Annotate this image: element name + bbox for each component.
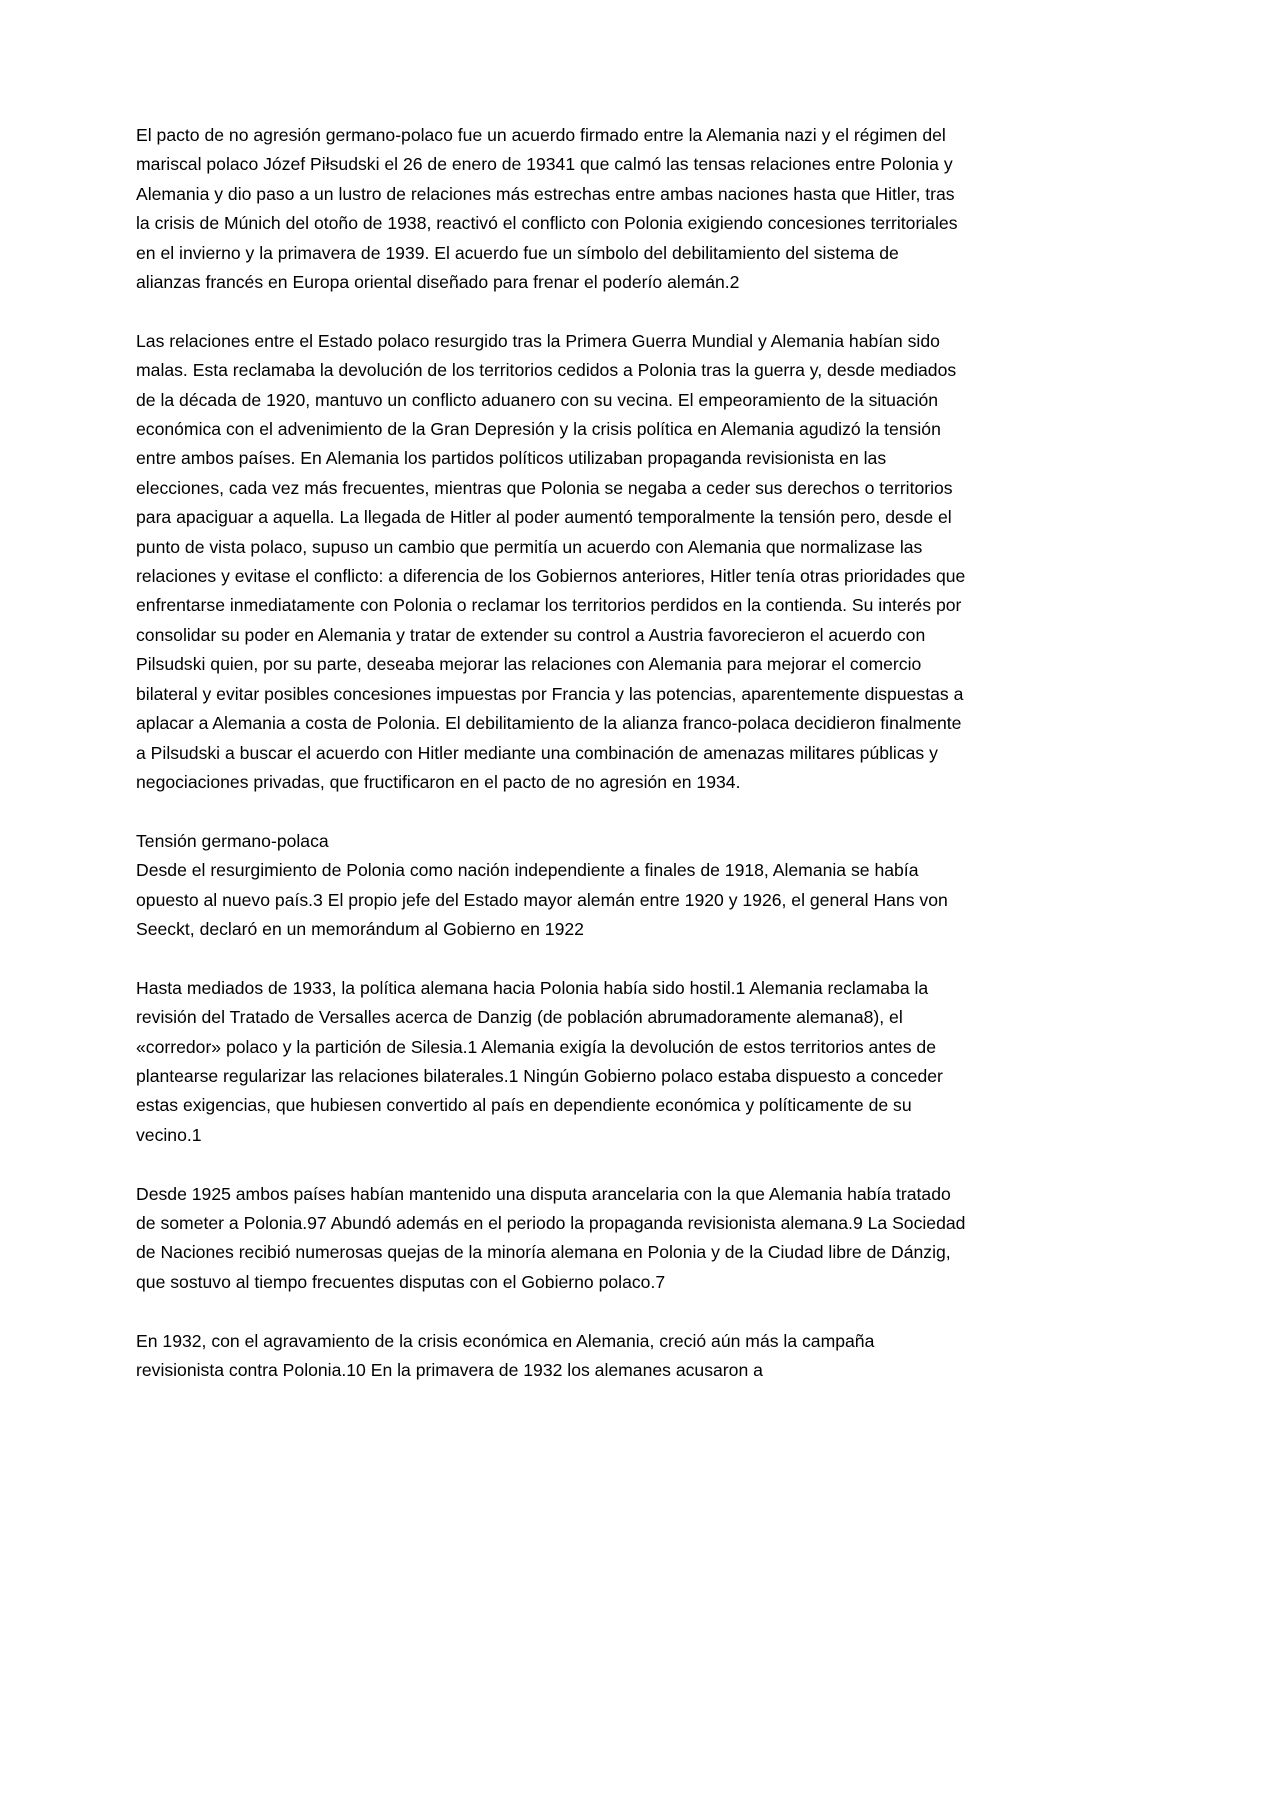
paragraph-poland-resurgence: Desde el resurgimiento de Polonia como nación independiente a finales de 1918, Alemania se había opuesto al nuevo país.3 El propio jefe del Estado mayor alemán entre 1920 y 1926, el general Hans von Seeckt, declaró en un memorándum al Gobierno en 1922 — [136, 860, 948, 939]
paragraph-relations-history: Las relaciones entre el Estado polaco resurgido tras la Primera Guerra Mundial y Alemania habían sido malas. Esta reclamaba la devolución de los territorios cedidos a Polonia tras la guerra y, desde mediados de la década de 1920, mantuvo un conflicto aduanero con su vecina. El empeoramiento de la situación económica con el advenimiento de la Gran Depresión y la crisis política en Alemania agudizó la tensión entre ambos países. En Alemania los partidos políticos utilizaban propaganda revisionista en las elecciones, cada vez más frecuentes, mientras que Polonia se negaba a ceder sus derechos o territorios para apaciguar a aquella. La llegada de Hitler al poder aumentó temporalmente la tensión pero, desde el punto de vista polaco, supuso un cambio que permitía un acuerdo con Alemania que normalizase las relaciones y evitase el conflicto: a diferencia de los Gobiernos anteriores, Hitler tenía otras prioridades que enfrentarse inmediatamente con Polonia o reclamar los territorios perdidos en la contienda. Su interés por consolidar su poder en Alemania y tratar de extender su control a Austria favorecieron el acuerdo con Pilsudski quien, por su parte, deseaba mejorar las relaciones con Alemania para mejorar el comercio bilateral y evitar posibles concesiones impuestas por Francia y las potencias, aparentemente dispuestas a aplacar a Alemania a costa de Polonia. El debilitamiento de la alianza franco-polaca decidieron finalmente a Pilsudski a buscar el acuerdo con Hitler mediante una combinación de amenazas militares públicas y negociaciones privadas, que fructificaron en el pacto de no agresión en 1934. — [136, 330, 966, 792]
paragraph-crisis-1932: En 1932, con el agravamiento de la crisis económica en Alemania, creció aún más la campaña revisionista contra Polonia.10 En la primavera de 1932 los alemanes acusaron a — [136, 1330, 875, 1380]
document-text-column — [136, 121, 967, 1385]
paragraph-pact-intro: El pacto de no agresión germano-polaco fue un acuerdo firmado entre la Alemania nazi y el régimen del mariscal polaco Józef Piłsudski el 26 de enero de 19341 que calmó las tensas relaciones entre Polonia y Alemania y dio paso a un lustro de relaciones más estrechas entre ambas naciones hasta que Hitler, tras la crisis de Múnich del otoño de 1938, reactivó el conflicto con Polonia exigiendo concesiones territoriales en el invierno y la primavera de 1939. El acuerdo fue un símbolo del debilitamiento del sistema de alianzas francés en Europa oriental diseñado para frenar el poderío alemán.2 — [136, 125, 958, 293]
paragraph-tariff-dispute-1925: Desde 1925 ambos países habían mantenido una disputa arancelaria con la que Alemania había tratado de someter a Polonia.97 Abundó además en el periodo la propaganda revisionista alemana.9 La Sociedad de Naciones recibió numerosas quejas de la minoría alemana en Polonia y de la Ciudad libre de Dánzig, que sostuvo al tiempo frecuentes disputas con el Gobierno polaco.7 — [136, 1183, 966, 1292]
section-heading-tension-germano-polaca: Tensión germano-polaca — [136, 830, 329, 851]
paragraph-german-policy-1933: Hasta mediados de 1933, la política alemana hacia Polonia había sido hostil.1 Alemania reclamaba la revisión del Tratado de Versalles acerca de Danzig (de población abrumadoramente alemana8), el «corredor» polaco y la partición de Silesia.1 Alemania exigía la devolución de estos territorios antes de plantearse regularizar las relaciones bilaterales.1 Ningún Gobierno polaco estaba dispuesto a conceder estas exigencias, que hubiesen convertido al país en dependiente económica y políticamente de su vecino.1 — [136, 977, 943, 1145]
